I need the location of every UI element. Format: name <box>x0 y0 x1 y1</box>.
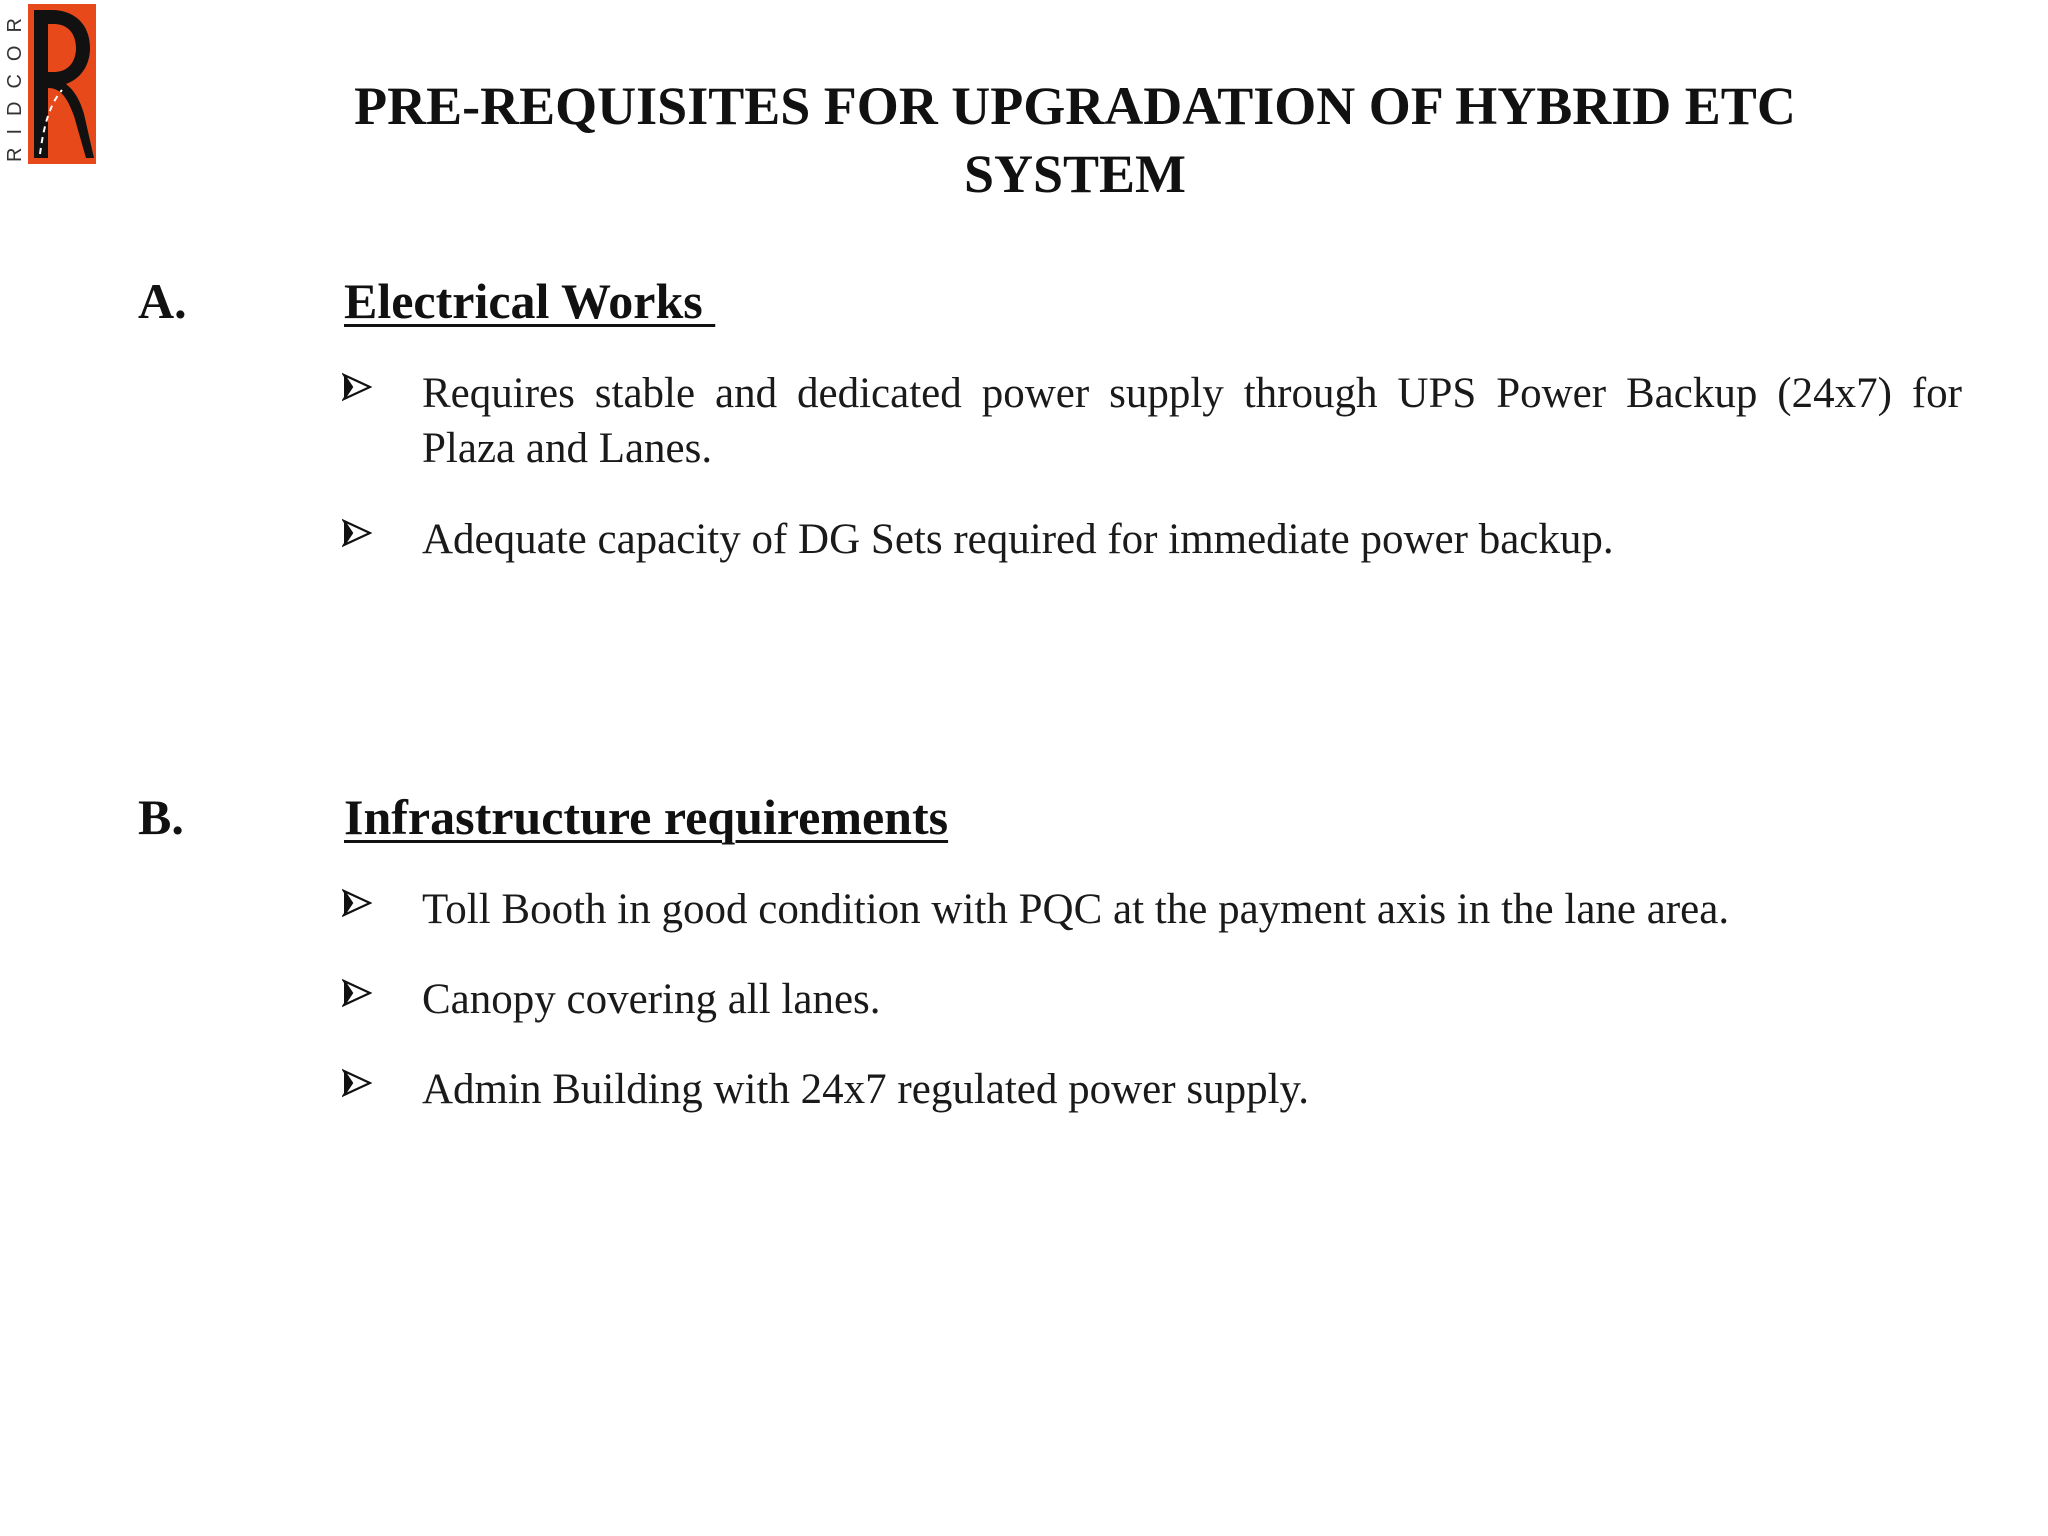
arrowhead-bullet-icon <box>342 518 372 548</box>
arrowhead-bullet-icon <box>342 1068 372 1098</box>
ridcor-logo <box>2 4 97 166</box>
section-b-letter: B. <box>138 789 184 845</box>
title-line-2: SYSTEM <box>963 144 1187 204</box>
arrowhead-bullet-icon <box>342 978 372 1008</box>
section-a-letter: A. <box>138 273 187 329</box>
arrowhead-bullet-icon <box>342 888 372 918</box>
logo-text: RIDCOR <box>4 5 26 162</box>
bullet-text: Adequate capacity of DG Sets required for immediate power backup. <box>422 516 1614 563</box>
section-b-heading: Infrastructure requirements <box>344 789 949 845</box>
bullet-text: Toll Booth in good condition with PQC at the payment axis in the lane area. <box>422 886 1730 933</box>
page-title <box>200 72 1950 208</box>
bullet-text: Requires stable and dedicated power supply through UPS Power Backup (24x7) for Plaza and Lanes. <box>422 370 1962 472</box>
title-line-1: PRE-REQUISITES FOR UPGRADATION OF HYBRID ETC <box>354 76 1796 136</box>
bullet-text: Canopy covering all lanes. <box>422 976 881 1023</box>
arrowhead-bullet-icon <box>342 372 372 402</box>
logo-wordmark <box>2 4 26 166</box>
bullet-text: Admin Building with 24x7 regulated power supply. <box>422 1066 1309 1113</box>
section-a-heading: Electrical Works <box>344 273 716 329</box>
road-r-logo-icon <box>28 4 96 164</box>
